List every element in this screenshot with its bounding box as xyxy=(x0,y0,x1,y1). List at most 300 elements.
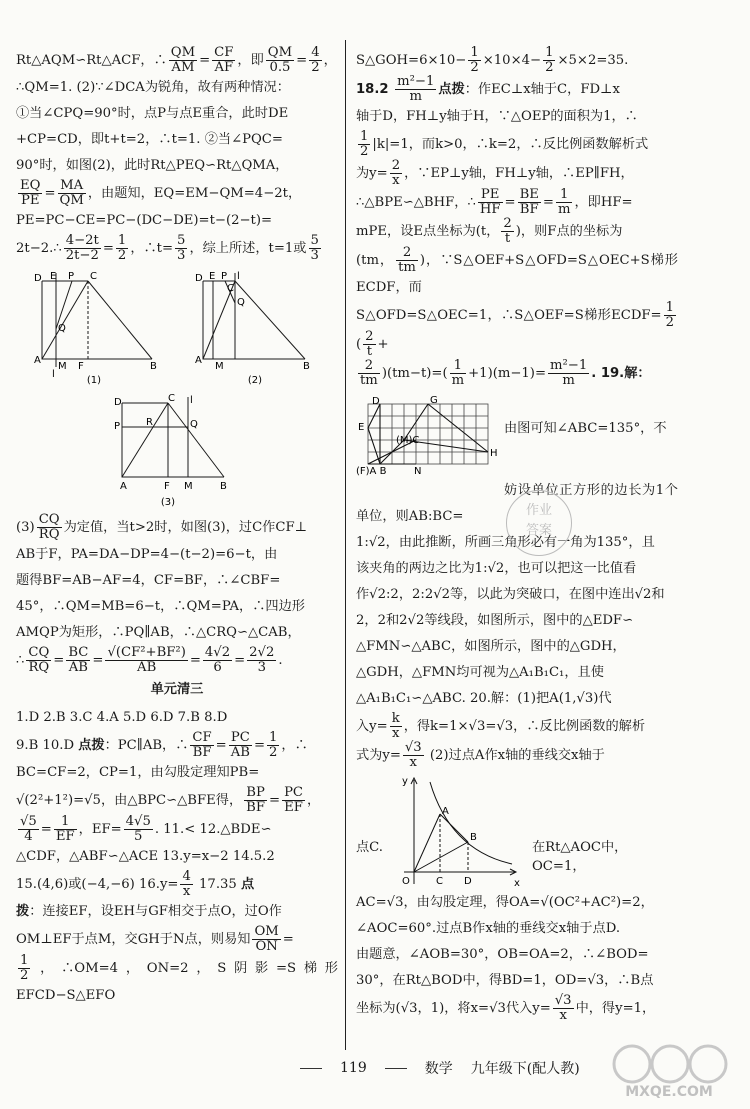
denominator: x xyxy=(180,884,192,899)
text: ，得k=1×√3=√3，∴反比例函数的解析 xyxy=(403,719,646,734)
denominator: AB xyxy=(230,745,250,760)
tip-label: 点拨 xyxy=(438,82,465,97)
fraction xyxy=(556,188,573,217)
numerator: 1 xyxy=(560,187,569,202)
label-D: D xyxy=(464,876,472,887)
numerator: √(CF²+BF²) xyxy=(107,645,186,660)
fraction xyxy=(450,359,467,388)
label-N: N xyxy=(414,466,422,477)
fraction xyxy=(363,330,375,359)
denominator: 2 xyxy=(269,745,278,760)
watermark-logo-icon xyxy=(604,1040,734,1100)
text: ，∴ xyxy=(281,738,308,753)
text: ，∴OM=4，ON=2，S阴影=S梯形EFCD−S△EFO xyxy=(16,961,338,1003)
figure-row xyxy=(16,269,338,387)
text-line xyxy=(16,646,338,675)
label-M: (M)C xyxy=(396,435,420,446)
denominator: AB xyxy=(105,660,187,675)
figure-caption: (1) xyxy=(86,375,101,386)
numerator: 1 xyxy=(545,45,554,60)
text: ( xyxy=(356,337,362,352)
tip-label: 点拨 xyxy=(78,738,105,753)
label-D: D xyxy=(372,396,380,407)
label-l: l xyxy=(190,395,193,406)
denominator: x xyxy=(403,755,424,770)
text-line xyxy=(356,741,678,770)
text: = xyxy=(504,195,516,210)
text: ，即HF= xyxy=(574,195,633,210)
text-line: △GDH，△FMN均可视为△A₁B₁C₁，且使 xyxy=(356,665,604,680)
label-M: M xyxy=(214,361,224,372)
numerator: CQ xyxy=(28,645,50,660)
text-line xyxy=(356,46,678,75)
text-line: 妨设单位正方形的边长为1个单位，则AB:BC= xyxy=(356,483,678,524)
text: = xyxy=(215,738,227,753)
text: ， xyxy=(323,53,337,68)
answer-line xyxy=(16,954,338,1009)
text: 在Rt△AOC中，OC=1， xyxy=(532,840,628,874)
hyperbola-graph xyxy=(394,774,522,892)
denominator: 2 xyxy=(470,60,479,75)
label-M: M xyxy=(184,481,193,492)
fraction xyxy=(282,786,305,815)
stamp-text: 答案 xyxy=(525,523,552,538)
denominator: EF xyxy=(282,800,305,815)
text: 为定值，当t>2时，如图(3)，过C作CF⊥ xyxy=(63,520,307,535)
fraction xyxy=(244,786,267,815)
footer-dash xyxy=(385,1068,407,1069)
text: +1)(m−1)= xyxy=(468,366,546,381)
denominator: 2 xyxy=(665,315,674,330)
fraction xyxy=(190,731,213,760)
text: = xyxy=(296,53,308,68)
text-line: PE=PC−CE=PC−(DC−DE)=t−(2−t)= xyxy=(16,213,273,228)
grid-figure xyxy=(356,395,498,478)
numerator: √3 xyxy=(554,993,572,1008)
text-line xyxy=(356,712,678,741)
text-line: AB于F，PA=DA−DP=4−(t−2)=6−t，由 xyxy=(16,547,278,562)
text: )，∵S△OEF+S△OFD=S△OEC+S梯形ECDF，而 xyxy=(356,253,678,295)
left-column xyxy=(16,46,338,1009)
denominator: AM xyxy=(169,60,197,75)
label-B: B xyxy=(302,361,310,372)
denominator: t xyxy=(363,344,375,359)
footer-dash xyxy=(300,1068,322,1069)
fraction xyxy=(124,815,153,844)
figure-2 xyxy=(193,269,323,387)
fraction xyxy=(403,741,424,770)
numerator: 4 xyxy=(311,45,320,60)
text: = xyxy=(199,53,211,68)
label-l: l xyxy=(236,271,240,282)
numerator: 2 xyxy=(391,158,401,173)
label-E: E xyxy=(49,271,56,282)
numerator: CF xyxy=(192,730,212,745)
denominator: AB xyxy=(66,660,90,675)
fraction xyxy=(66,646,90,675)
text: |k|=1，而k>0，∴k=2，∴反比例函数解析式 xyxy=(372,137,649,152)
text-line: 由题意，∠AOB=30°，OB=OA=2，∴∠BOD= xyxy=(356,947,649,962)
text-line: +CP=CD，即t+t=2，∴t=1. ②当∠PQC= xyxy=(16,132,283,147)
text: ，即 xyxy=(237,53,264,68)
denominator: 2 xyxy=(117,248,127,263)
text: . 11.< 12.△BDE∽ xyxy=(154,822,272,837)
numerator: 1 xyxy=(117,233,127,248)
text: = xyxy=(234,653,246,668)
text-line: 作√2:2，2:2√2等，以此为突破口，在图中连出√2和 xyxy=(356,587,665,602)
denominator: BF xyxy=(518,202,541,217)
text-line: 1:√2，由此推断，所画三角形必有一角为135°，且 xyxy=(356,535,655,550)
text-line xyxy=(356,994,678,1023)
text: = xyxy=(40,822,52,837)
text: 入y= xyxy=(356,719,388,734)
label-E: E xyxy=(358,422,365,433)
text-line: ∴QM=1. (2)∵∠DCA为锐角，故有两种情况： xyxy=(16,80,290,95)
numerator: CF xyxy=(214,45,234,60)
fraction xyxy=(358,130,370,159)
fraction xyxy=(229,731,252,760)
label-Q: Q xyxy=(236,297,245,308)
denominator: tm xyxy=(360,373,378,388)
denominator: PE xyxy=(18,193,42,208)
text: ×5×2=35. xyxy=(557,53,629,68)
text: ，∴t= xyxy=(130,241,174,256)
numerator: BE xyxy=(519,187,539,202)
denominator: AF xyxy=(212,60,235,75)
text: ，由题知，EQ=EM−QM=4−2t， xyxy=(87,186,302,201)
label-F: F xyxy=(77,361,84,372)
fraction xyxy=(548,359,589,388)
text-line: AC=√3，由勾股定理，得OA=√(OC²+AC²)=2， xyxy=(356,895,654,910)
denominator: t xyxy=(501,231,513,246)
text-line: 45°，∴QM=MB=6−t，∴QM=PA，∴四边形 xyxy=(16,599,305,614)
denominator: 2 xyxy=(360,144,369,159)
denominator: BF xyxy=(246,800,265,815)
text: 17.35 xyxy=(194,877,241,892)
denominator: 4 xyxy=(18,829,39,844)
label-M: M xyxy=(57,361,67,372)
numerator: 2 xyxy=(503,216,512,231)
numerator: 2 xyxy=(365,329,374,344)
label-A: A xyxy=(33,355,41,366)
subject: 数学 xyxy=(424,1061,453,1077)
fraction xyxy=(553,994,574,1023)
text-line: 2，2和2√2等线段，如图所示，图中的△EDF∽ xyxy=(356,613,634,628)
fraction xyxy=(180,870,192,899)
numerator: BC xyxy=(68,645,89,660)
text-line xyxy=(16,179,338,208)
text: 坐标为(√3，1)，将x=√3代入y= xyxy=(356,1001,551,1016)
label-D: D xyxy=(33,273,42,284)
denominator: RQ xyxy=(37,527,62,542)
numerator: 4 xyxy=(182,869,191,884)
numerator: 1 xyxy=(665,300,674,315)
denominator: HF xyxy=(479,202,501,217)
text-line: 90°时，如图(2)，此时Rt△PEQ∽Rt△QMA， xyxy=(16,158,289,173)
text: 中，得y=1， xyxy=(575,1001,656,1016)
fraction xyxy=(26,646,51,675)
numerator: 4√5 xyxy=(125,814,151,829)
numerator: PC xyxy=(230,730,250,745)
numerator: BP xyxy=(246,785,265,800)
text: ：PC∥AB，∴ xyxy=(104,738,189,753)
text-line: 该夹角的两边之比为1:√2，也可以把这一比值看 xyxy=(356,561,637,576)
fraction xyxy=(18,179,42,208)
label-P: P xyxy=(114,421,121,432)
numerator: PE xyxy=(480,187,500,202)
numerator: k xyxy=(391,711,400,726)
label-P: P xyxy=(67,271,74,282)
text-line xyxy=(356,301,678,359)
denominator: 5 xyxy=(124,829,153,844)
numerator: PC xyxy=(284,785,304,800)
numerator: EQ xyxy=(20,178,41,193)
text: (2)过点A作x轴的垂线交x轴于 xyxy=(425,748,605,763)
text: 点C. xyxy=(356,840,383,855)
text-line: 由图可知∠ABC=135°，不 xyxy=(504,421,667,436)
fraction xyxy=(390,712,402,741)
answer-line: △CDF，△ABF∽△ACE 13.y=x−2 14.5.2 xyxy=(16,849,275,864)
fraction xyxy=(396,246,418,275)
text-line xyxy=(356,130,678,159)
text: S△OFD=S△OEC=1，∴S△OEF=S梯形ECDF= xyxy=(356,308,662,323)
fraction xyxy=(395,75,436,104)
label-A: A xyxy=(194,355,202,366)
label-D: D xyxy=(114,397,122,408)
section-heading: 单元清三 xyxy=(150,682,204,697)
numerator: 5 xyxy=(177,233,186,248)
text-line xyxy=(356,75,678,104)
label-P: P xyxy=(220,271,227,282)
text: 为y= xyxy=(356,166,388,181)
text: = xyxy=(102,241,114,256)
label-O: O xyxy=(402,876,410,887)
denominator: QM xyxy=(59,193,84,208)
numerator: 2 xyxy=(402,245,412,260)
fraction xyxy=(518,188,541,217)
denominator: EF xyxy=(55,829,75,844)
answer-line xyxy=(16,925,338,954)
graph-block xyxy=(356,770,678,890)
text-line xyxy=(16,234,338,263)
numerator: m²−1 xyxy=(550,358,588,373)
label-C: C xyxy=(168,393,175,404)
answer-line xyxy=(16,731,338,760)
figure-row xyxy=(16,393,338,511)
fraction xyxy=(105,646,187,675)
fraction xyxy=(252,925,280,954)
text-line: ①当∠CPQ=90°时，点P与点E重合，此时DE xyxy=(16,106,289,121)
label-C: C xyxy=(436,876,443,887)
numerator: m²−1 xyxy=(397,74,435,89)
right-column xyxy=(356,46,678,1023)
denominator: x xyxy=(553,1008,574,1023)
label-C: C xyxy=(89,271,97,282)
text: = xyxy=(253,738,266,753)
label-B: B xyxy=(220,481,227,492)
text: )(tm−t)=( xyxy=(381,366,448,381)
text: 9.B 10.D xyxy=(16,738,79,753)
fraction xyxy=(267,731,279,760)
fraction xyxy=(116,234,128,263)
stamp-text: 作业 xyxy=(525,503,552,518)
numerator: QM xyxy=(170,45,196,60)
text: = xyxy=(53,653,65,668)
numerator: 5 xyxy=(310,233,319,248)
answer-line xyxy=(16,899,338,925)
denominator: tm xyxy=(398,260,416,275)
text-line: △A₁B₁C₁∽△ABC. 20.解：(1)把A(1,√3)代 xyxy=(356,691,612,706)
answer-line xyxy=(16,815,338,844)
text: = xyxy=(44,186,56,201)
numerator: 1 xyxy=(269,730,278,745)
label-C: C xyxy=(226,283,234,294)
text: )，则F点的坐标为 xyxy=(515,224,623,239)
denominator: 0.5 xyxy=(266,60,294,75)
numerator: 4−2t xyxy=(65,233,99,248)
denominator: x xyxy=(390,173,402,188)
stamp-watermark xyxy=(506,490,572,556)
fraction xyxy=(169,46,197,75)
numerator: 2√2 xyxy=(249,645,275,660)
label-Q: Q xyxy=(190,419,198,430)
label-A: A xyxy=(120,481,127,492)
text: (tm， xyxy=(356,253,395,268)
text: = xyxy=(92,653,104,668)
label-E: E xyxy=(208,271,215,282)
numerator: OM xyxy=(254,924,279,939)
label-A: A xyxy=(442,806,449,817)
page-number: 119 xyxy=(340,1060,367,1076)
numerator: √5 xyxy=(20,814,37,829)
fraction xyxy=(664,301,676,330)
figure-caption: (3) xyxy=(160,497,176,508)
text: ，综上所述，t=1或 xyxy=(189,241,307,256)
fraction xyxy=(175,234,187,263)
fraction xyxy=(390,159,402,188)
answer-line xyxy=(16,786,338,815)
text-line: ∠AOC=60°.过点B作x轴的垂线交x轴于点D. xyxy=(356,921,621,936)
numerator: QM xyxy=(267,45,293,60)
fraction xyxy=(37,513,62,542)
text: (3) xyxy=(16,520,35,535)
fraction xyxy=(18,815,39,844)
fraction xyxy=(543,46,555,75)
denominator: m xyxy=(557,202,571,217)
fraction xyxy=(309,46,321,75)
text: ，∵EP⊥y轴，FH⊥y轴，∴EP∥FH， xyxy=(404,166,634,181)
text: = xyxy=(282,932,294,947)
text: OM⊥EF于点M，交GH于N点，则易知 xyxy=(16,932,251,947)
denominator: 3 xyxy=(177,248,186,263)
text: = xyxy=(269,793,281,808)
denominator: m xyxy=(451,373,465,388)
fraction xyxy=(58,179,86,208)
denominator: 3 xyxy=(247,660,276,675)
axis-label-x: x xyxy=(514,878,520,889)
fraction xyxy=(501,217,513,246)
fraction xyxy=(309,234,321,263)
numerator: 1 xyxy=(61,814,70,829)
text: = xyxy=(189,653,201,668)
fraction xyxy=(54,815,77,844)
text-line: 题得BF=AB−AF=4，CF=BF，∴∠CBF= xyxy=(16,573,281,588)
label-FAB: (F)A B xyxy=(356,466,387,477)
numerator: 4√2 xyxy=(204,645,231,660)
numerator: 1 xyxy=(360,129,369,144)
fraction xyxy=(247,646,276,675)
denominator: BF xyxy=(190,745,213,760)
label-H: H xyxy=(490,448,498,459)
denominator: 6 xyxy=(203,660,232,675)
denominator: RQ xyxy=(26,660,51,675)
label-Q: Q xyxy=(57,323,66,334)
fraction xyxy=(478,188,503,217)
answer-line xyxy=(16,870,338,899)
text: Rt△AQM∽Rt△ACF，∴ xyxy=(16,53,167,68)
text: . xyxy=(278,653,283,668)
text-line xyxy=(356,159,678,188)
text: ∴△BPE∽△BHF，∴ xyxy=(356,195,476,210)
label-l: l xyxy=(51,369,55,380)
text-line: AMQP为矩形，∴PQ∥AB，∴△CRQ∽△CAB， xyxy=(16,625,301,640)
answer-line: 1.D 2.B 3.C 4.A 5.D 6.D 7.B 8.D xyxy=(16,710,228,725)
fraction xyxy=(358,359,380,388)
text-line xyxy=(16,46,338,75)
numerator: MA xyxy=(60,178,84,193)
fraction xyxy=(468,46,480,75)
numerator: 2 xyxy=(364,358,374,373)
numerator: CQ xyxy=(38,512,60,527)
text-line: 轴于D，FH⊥y轴于H，∵△OEP的面积为1，∴ xyxy=(356,109,638,124)
text-line xyxy=(356,246,678,301)
denominator: 3 xyxy=(310,248,319,263)
text: ， xyxy=(307,793,321,808)
denominator: 2 xyxy=(545,60,554,75)
numerator: √3 xyxy=(404,740,422,755)
text: ∴ xyxy=(16,653,25,668)
text: ×10×4− xyxy=(482,53,542,68)
label-D: D xyxy=(194,273,203,284)
denominator: 2 xyxy=(20,968,29,983)
tip-label: 拨 xyxy=(16,904,30,919)
denominator: 2t−2 xyxy=(65,248,99,263)
text: + xyxy=(377,337,389,352)
label-G: G xyxy=(430,395,438,406)
fraction xyxy=(266,46,294,75)
column-divider xyxy=(345,40,346,1050)
text-line xyxy=(16,513,338,542)
label-B: B xyxy=(149,361,157,372)
edition: 九年级下(配人教) xyxy=(470,1061,580,1077)
text: 式为y= xyxy=(356,748,401,763)
figure-3 xyxy=(112,393,242,511)
text-line xyxy=(356,217,678,246)
denominator: ON xyxy=(252,939,280,954)
numerator: 1 xyxy=(453,358,463,373)
text: ：连接EF，设EH与GF相交于点O，过O作 xyxy=(29,904,282,919)
denominator: m xyxy=(548,373,589,388)
fraction xyxy=(203,646,232,675)
label-F: F xyxy=(164,481,170,492)
text: S△GOH=6×10− xyxy=(356,53,467,68)
text: ，EF= xyxy=(78,822,122,837)
text: √(2²+1²)=√5，由△BPC∽△BFE得， xyxy=(16,793,243,808)
fraction xyxy=(212,46,235,75)
site-watermark xyxy=(604,1040,734,1100)
text-line: △FMN∽△ABC，如图所示，图中的△GDH， xyxy=(356,639,626,654)
axis-label-y: y xyxy=(402,776,408,787)
